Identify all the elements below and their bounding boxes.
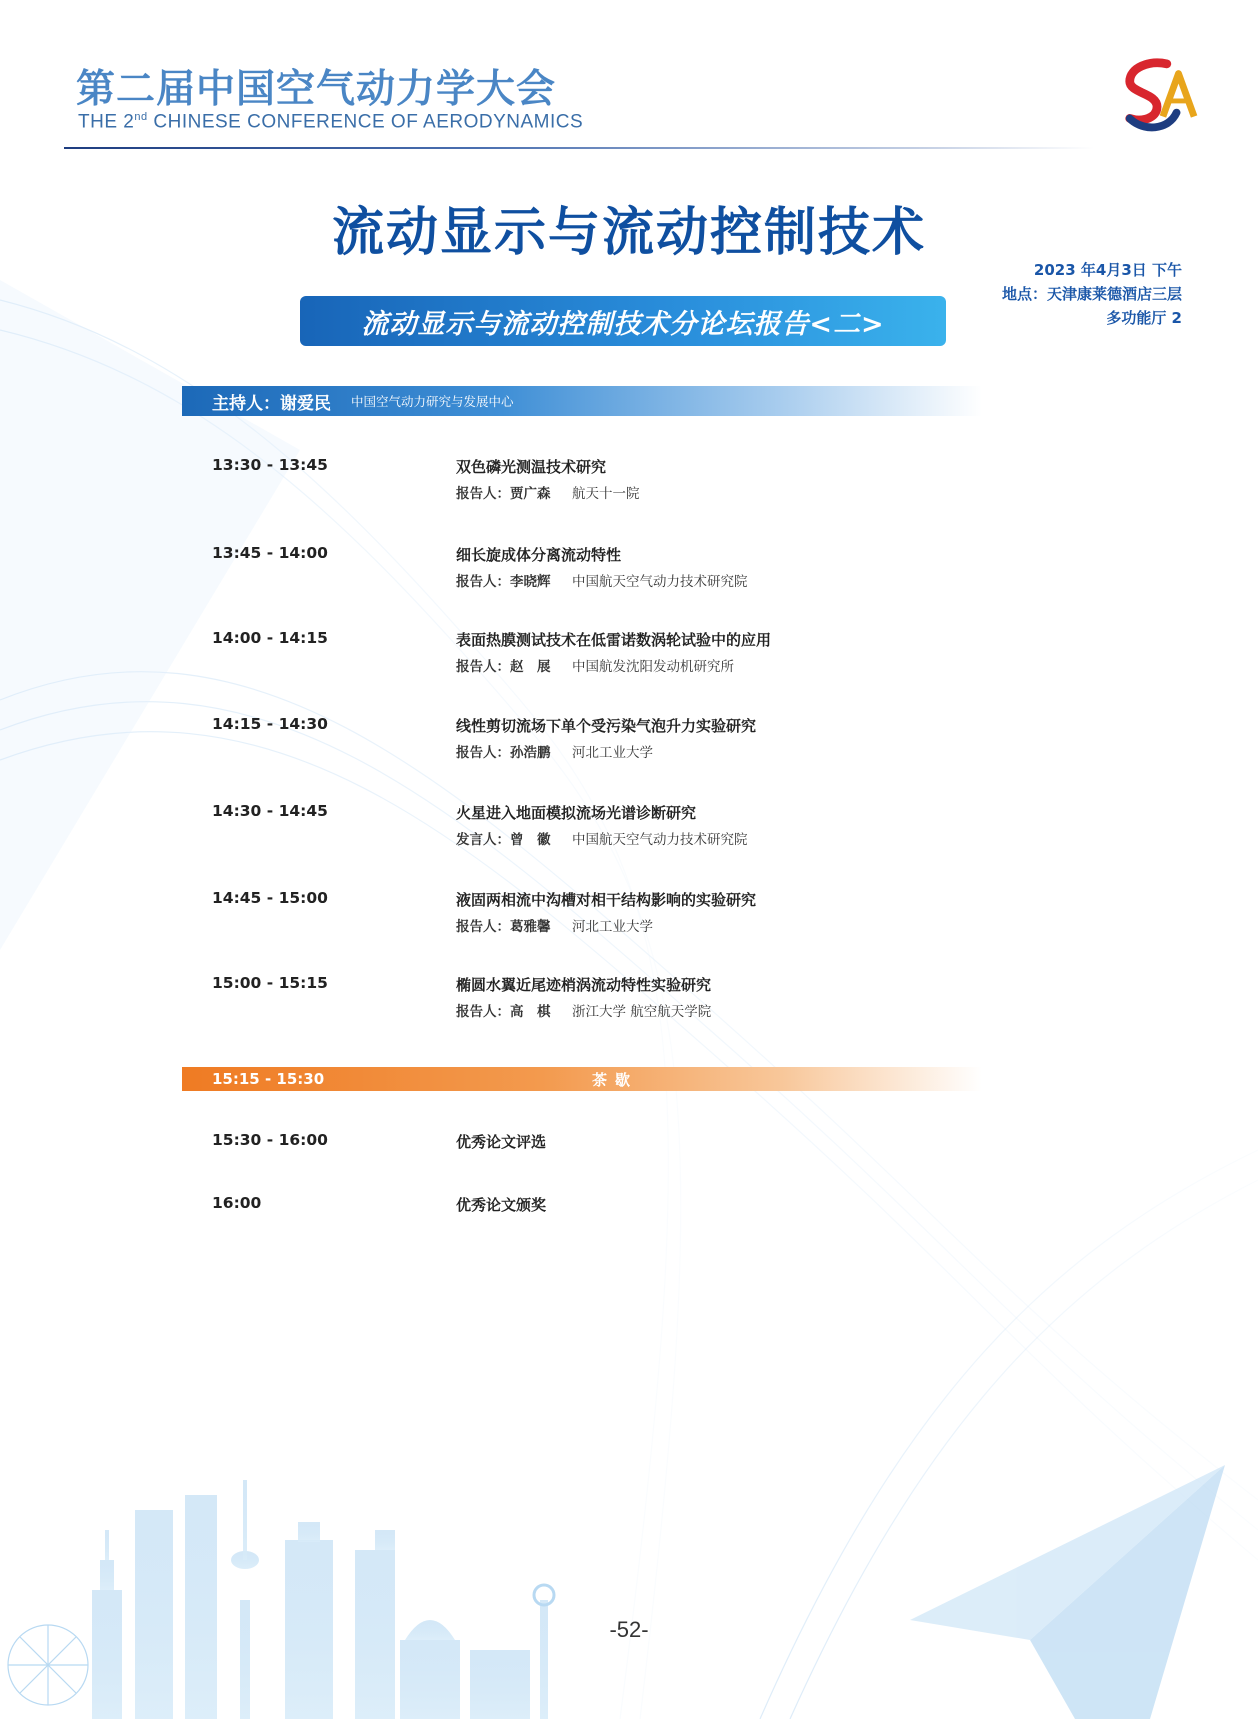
talk-time: 14:15 - 14:30: [212, 715, 328, 733]
talk-time: 15:00 - 15:15: [212, 974, 328, 992]
talk-time: 14:00 - 14:15: [212, 629, 328, 647]
light-wash: [0, 280, 300, 950]
talk-time: 14:45 - 15:00: [212, 889, 328, 907]
session-room: 多功能厅 2: [1106, 309, 1182, 327]
speaker-line: 报告人：赵 展 中国航发沈阳发动机研究所: [456, 659, 734, 675]
talk-title: 火星进入地面模拟流场光谱诊断研究: [456, 804, 697, 822]
speaker-line: 报告人：高 棋 浙江大学 航空航天学院: [456, 1004, 712, 1020]
talk-time: 13:30 - 13:45: [212, 456, 328, 474]
break-time: 15:15 - 15:30: [212, 1070, 325, 1088]
host-organization: 中国空气动力研究与发展中心: [351, 394, 514, 409]
session-info: [1002, 258, 1182, 330]
session-subtitle: 流动显示与流动控制技术分论坛报告<二>: [300, 296, 946, 346]
talk-title: 细长旋成体分离流动特性: [456, 546, 622, 564]
page-title: 流动显示与流动控制技术: [331, 203, 926, 263]
conference-title-cn: 第二届中国空气动力学大会: [76, 67, 557, 112]
talk-time: 13:45 - 14:00: [212, 544, 328, 562]
paper-plane: [910, 1465, 1225, 1719]
break-label: 茶歇: [592, 1071, 639, 1089]
talk-title: 双色磷光测温技术研究: [456, 458, 607, 476]
speaker-line: 报告人：贾广森 航天十一院: [456, 486, 640, 502]
closing-title: 优秀论文评选: [456, 1133, 547, 1151]
talk-title: 表面热膜测试技术在低雷诺数涡轮试验中的应用: [456, 631, 772, 649]
session-venue: 地点：天津康莱德酒店三层: [1001, 285, 1182, 303]
tea-break-bar: [182, 1067, 982, 1091]
talk-time: 14:30 - 14:45: [212, 802, 328, 820]
host-bar: [182, 386, 982, 416]
closing-time: 15:30 - 16:00: [212, 1131, 328, 1149]
speaker-line: 报告人：李晓辉 中国航天空气动力技术研究院: [456, 574, 748, 590]
host-name: 主持人：谢爱民: [212, 393, 331, 414]
conference-logo-icon: [1120, 58, 1198, 136]
conference-title-en: THE 2nd CHINESE CONFERENCE OF AERODYNAMICS: [78, 111, 584, 133]
speaker-line: 报告人：孙浩鹏 河北工业大学: [456, 745, 653, 761]
speaker-line: 发言人：曾 徽 中国航天空气动力技术研究院: [456, 832, 748, 848]
session-date: 2023 年4月3日 下午: [1033, 261, 1182, 279]
closing-time: 16:00: [212, 1194, 262, 1212]
closing-title: 优秀论文颁奖: [456, 1196, 547, 1214]
talk-title: 椭圆水翼近尾迹梢涡流动特性实验研究: [456, 976, 712, 994]
speaker-line: 报告人：葛雅馨 河北工业大学: [456, 919, 653, 935]
talk-title: 线性剪切流场下单个受污染气泡升力实验研究: [456, 717, 757, 735]
header-divider: [64, 147, 1094, 149]
city-skyline: [92, 1480, 554, 1719]
page-number: -52-: [609, 1617, 649, 1642]
talk-title: 液固两相流中沟槽对相干结构影响的实验研究: [456, 891, 757, 909]
